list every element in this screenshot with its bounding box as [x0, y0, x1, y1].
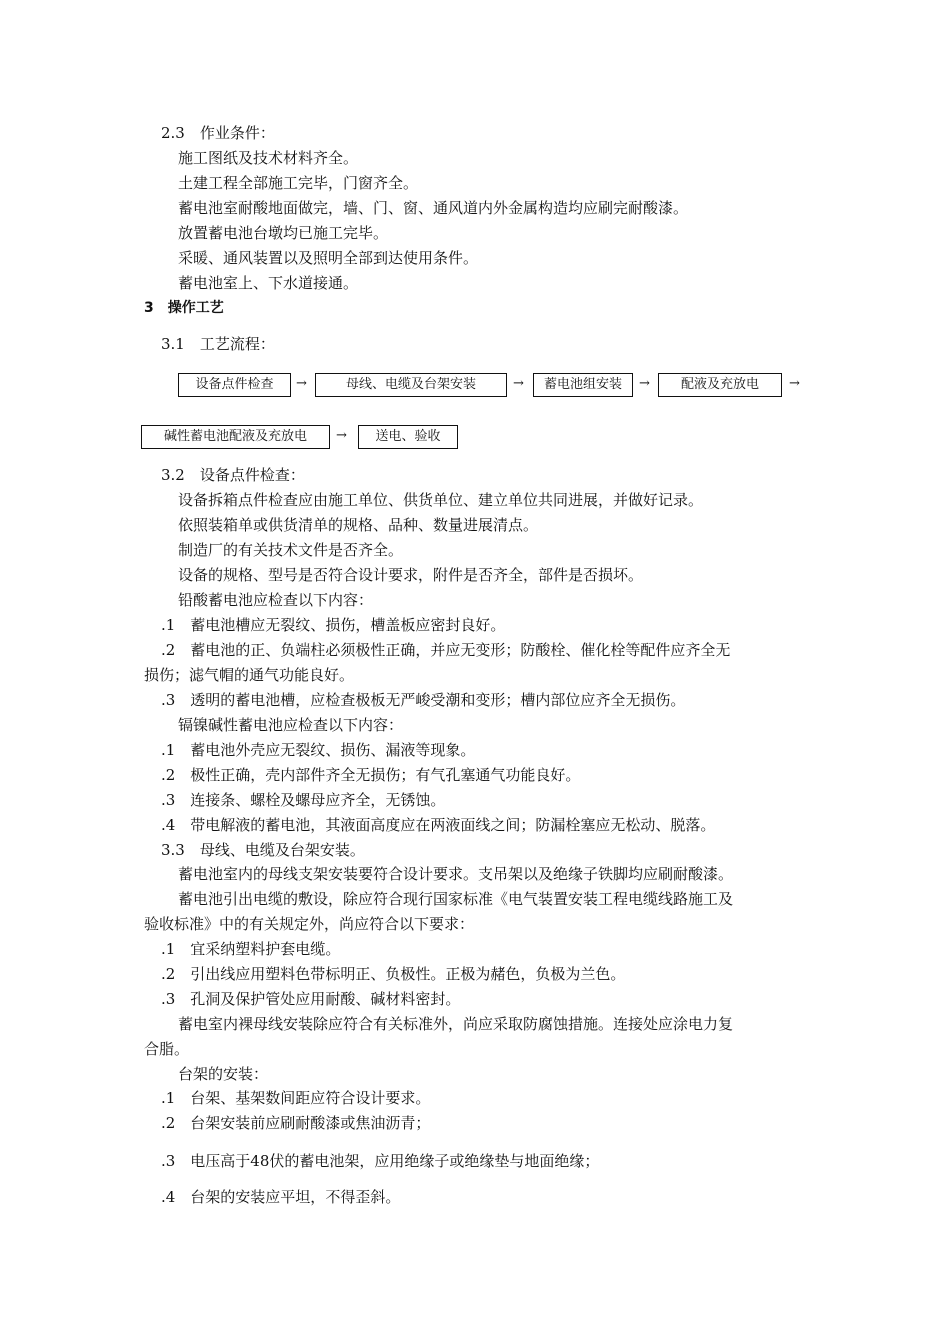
list-item: .2 台架安装前应刷耐酸漆或焦油沥青； [161, 1114, 431, 1132]
paragraph-line: 合脂。 [144, 1040, 190, 1058]
section-heading-3-1: 3.1 工艺流程： [161, 335, 275, 353]
list-item: .2 引出线应用塑料色带标明正、负极性。正极为赭色，负极为兰色。 [161, 965, 626, 983]
paragraph-line: 土建工程全部施工完毕，门窗齐全。 [178, 174, 419, 192]
flow-arrow-icon: → [336, 428, 347, 443]
paragraph-line: 放置蓄电池台墩均已施工完毕。 [178, 224, 389, 242]
list-item: .2 极性正确，壳内部件齐全无损伤；有气孔塞通气功能良好。 [161, 766, 581, 784]
list-item: .3 连接条、螺栓及螺母应齐全，无锈蚀。 [161, 791, 446, 809]
flow-arrow-icon: → [296, 376, 307, 391]
paragraph-line: 台架的安装： [178, 1065, 269, 1083]
section-heading-3-2: 3.2 设备点件检查： [161, 466, 305, 484]
paragraph-line: 验收标准》中的有关规定外，尚应符合以下要求： [144, 915, 475, 933]
paragraph-line: 制造厂的有关技术文件是否齐全。 [178, 541, 404, 559]
section-heading-2-3: 2.3 作业条件： [161, 124, 275, 142]
list-item: .4 带电解液的蓄电池，其液面高度应在两液面线之间；防漏栓塞应无松动、脱落。 [161, 816, 716, 834]
paragraph-line: 蓄电池室上、下水道接通。 [178, 274, 359, 292]
paragraph-line: 依照装箱单或供货清单的规格、品种、数量进展清点。 [178, 516, 539, 534]
paragraph-line: 蓄电室内裸母线安装除应符合有关标准外，尚应采取防腐蚀措施。连接处应涂电力复 [178, 1015, 734, 1033]
section-heading-3: 3 操作工艺 [144, 300, 224, 316]
paragraph-line: 镉镍碱性蓄电池应检查以下内容： [178, 716, 404, 734]
flow-arrow-icon: → [639, 376, 650, 391]
paragraph-line: 铅酸蓄电池应检查以下内容： [178, 591, 374, 609]
flow-step-power-acceptance: 送电、验收 [358, 425, 458, 449]
list-item: .3 电压高于48伏的蓄电池架，应用绝缘子或绝缘垫与地面绝缘； [161, 1152, 600, 1170]
paragraph-line: 蓄电池室耐酸地面做完，墙、门、窗、通风道内外金属构造均应刷完耐酸漆。 [178, 199, 689, 217]
list-item: .2 蓄电池的正、负端柱必须极性正确，并应无变形；防酸栓、催化栓等配件应齐全无 [161, 641, 731, 659]
list-item-continuation: 损伤；滤气帽的通气功能良好。 [144, 666, 355, 684]
section-heading-3-3: 3.3 母线、电缆及台架安装。 [161, 841, 365, 859]
list-item: .1 蓄电池外壳应无裂纹、损伤、漏液等现象。 [161, 741, 476, 759]
flow-step-alkaline-charge: 碱性蓄电池配液及充放电 [141, 425, 330, 449]
list-item: .1 台架、基架数间距应符合设计要求。 [161, 1089, 431, 1107]
paragraph-line: 施工图纸及技术材料齐全。 [178, 149, 359, 167]
list-item: .4 台架的安装应平坦，不得歪斜。 [161, 1188, 401, 1206]
list-item: .3 孔洞及保护管处应用耐酸、碱材料密封。 [161, 990, 461, 1008]
list-item: .1 宜采纳塑料护套电缆。 [161, 940, 341, 958]
flow-step-battery-install: 蓄电池组安装 [533, 373, 633, 397]
paragraph-line: 设备拆箱点件检查应由施工单位、供货单位、建立单位共同进展，并做好记录。 [178, 491, 704, 509]
flow-step-inspection: 设备点件检查 [178, 373, 291, 397]
flow-arrow-icon: → [789, 376, 800, 391]
paragraph-line: 设备的规格、型号是否符合设计要求，附件是否齐全，部件是否损坏。 [178, 566, 644, 584]
flow-step-electrolyte-charge: 配液及充放电 [658, 373, 782, 397]
paragraph-line: 蓄电池室内的母线支架安装要符合设计要求。支吊架以及绝缘子铁脚均应刷耐酸漆。 [178, 865, 734, 883]
paragraph-line: 采暖、通风装置以及照明全部到达使用条件。 [178, 249, 479, 267]
list-item: .3 透明的蓄电池槽，应检查极板无严峻受潮和变形；槽内部位应齐全无损伤。 [161, 691, 686, 709]
flow-arrow-icon: → [513, 376, 524, 391]
flow-step-busbar-install: 母线、电缆及台架安装 [315, 373, 507, 397]
list-item: .1 蓄电池槽应无裂纹、损伤，槽盖板应密封良好。 [161, 616, 506, 634]
paragraph-line: 蓄电池引出电缆的敷设，除应符合现行国家标准《电气装置安装工程电缆线路施工及 [178, 890, 734, 908]
